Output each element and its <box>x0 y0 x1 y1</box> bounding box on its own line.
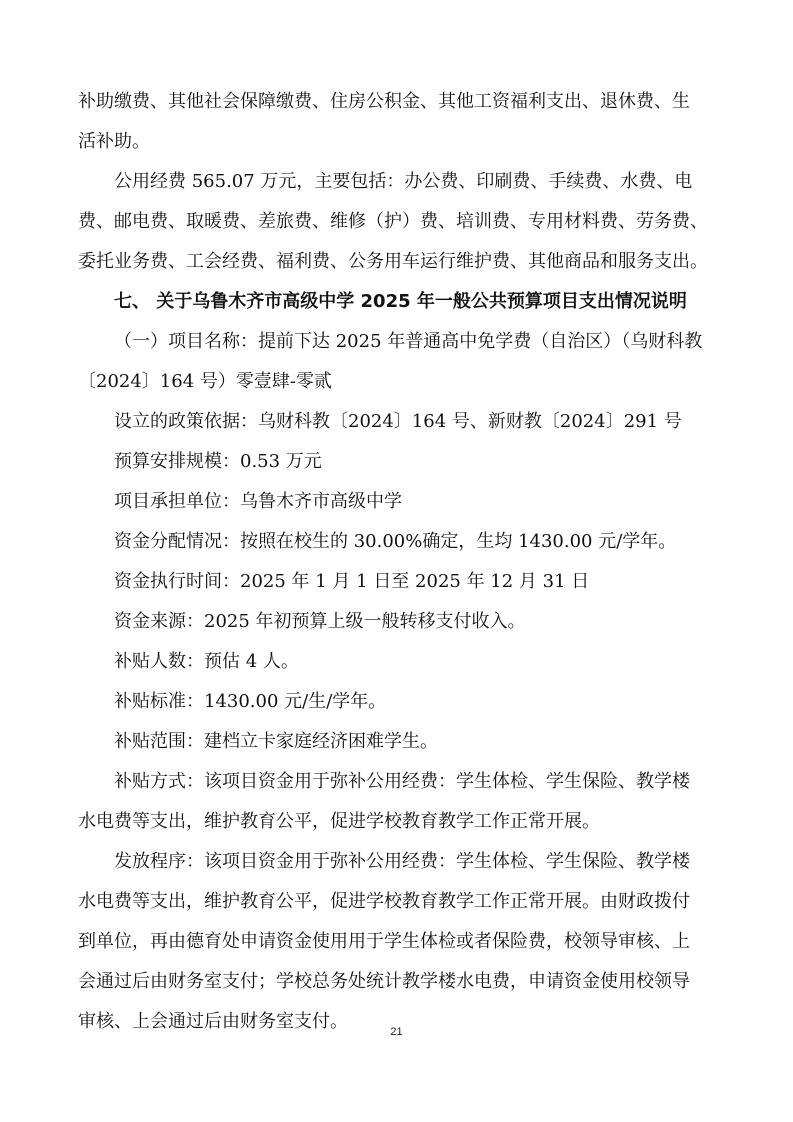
paragraph-line: 设立的政策依据：乌财科教〔2024〕164 号、新财教〔2024〕291 号 <box>114 411 682 432</box>
paragraph-line: 审核、上会通过后由财务室支付。 <box>78 1011 348 1032</box>
paragraph-line: 水电费等支出，维护教育公平，促进学校教育教学工作正常开展。 <box>78 811 600 832</box>
page-number: 21 <box>390 1026 403 1038</box>
document-body <box>78 82 718 1042</box>
paragraph-line: 补贴人数：预估 4 人。 <box>114 651 299 672</box>
paragraph-line: 补贴范围：建档立卡家庭经济困难学生。 <box>114 731 438 752</box>
paragraph-line: 会通过后由财务室支付；学校总务处统计教学楼水电费，申请资金使用校领导 <box>78 971 690 992</box>
paragraph-line: 委托业务费、工会经费、福利费、公务用车运行维护费、其他商品和服务支出。 <box>78 251 708 272</box>
paragraph-line: 补助缴费、其他社会保障缴费、住房公积金、其他工资福利支出、退休费、生 <box>78 91 690 112</box>
paragraph-line: 补贴方式：该项目资金用于弥补公用经费：学生体检、学生保险、教学楼 <box>114 771 690 792</box>
paragraph-line: 公用经费 565.07 万元，主要包括：办公费、印刷费、手续费、水费、电 <box>114 171 693 192</box>
paragraph-line: 活补助。 <box>78 131 150 152</box>
paragraph-line: 费、邮电费、取暖费、差旅费、维修（护）费、培训费、专用材料费、劳务费、 <box>78 211 708 232</box>
paragraph-line: 发放程序：该项目资金用于弥补公用经费：学生体检、学生保险、教学楼 <box>114 851 690 872</box>
paragraph-line: 项目承担单位：乌鲁木齐市高级中学 <box>114 491 402 512</box>
section-heading: 七、 关于乌鲁木齐市高级中学 2025 年一般公共预算项目支出情况说明 <box>114 291 687 312</box>
paragraph-line: 资金执行时间：2025 年 1 月 1 日至 2025 年 12 月 31 日 <box>114 571 590 592</box>
paragraph-line: 〔2024〕164 号）零壹肆-零贰 <box>78 371 332 392</box>
paragraph-line: 补贴标准：1430.00 元/生/学年。 <box>114 691 387 712</box>
paragraph-line: 预算安排规模：0.53 万元 <box>114 451 322 472</box>
paragraph-line: 水电费等支出，维护教育公平，促进学校教育教学工作正常开展。由财政拨付 <box>78 891 690 912</box>
paragraph-line: 资金来源：2025 年初预算上级一般转移支付收入。 <box>114 611 526 632</box>
paragraph-line: 资金分配情况：按照在校生的 30.00%确定，生均 1430.00 元/学年。 <box>114 531 677 552</box>
paragraph-line: （一）项目名称：提前下达 2025 年普通高中免学费（自治区）（乌财科教 <box>114 331 703 352</box>
paragraph-line: 到单位，再由德育处申请资金使用用于学生体检或者保险费，校领导审核、上 <box>78 931 690 952</box>
